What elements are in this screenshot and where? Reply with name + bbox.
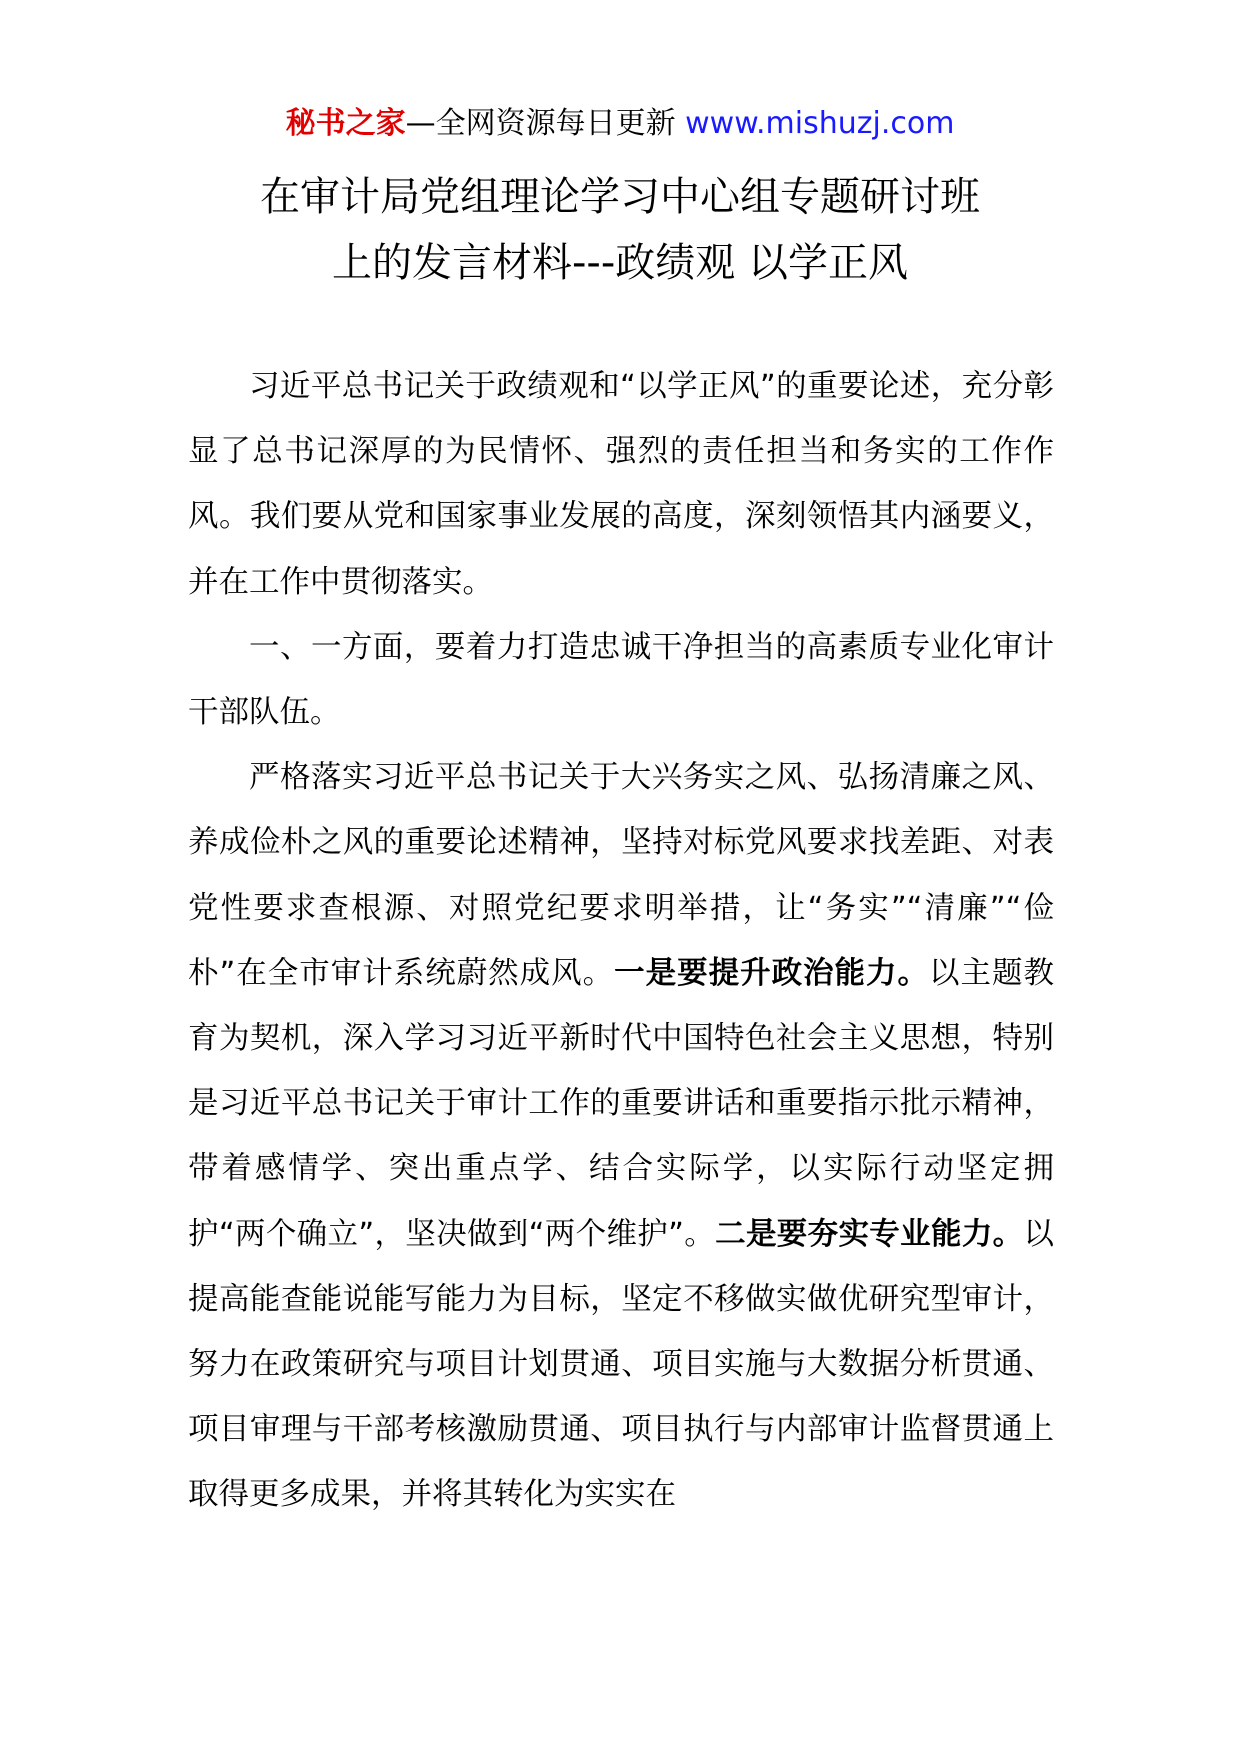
section-1-text-2: 以主题教育为契机，深入学习习近平新时代中国特色社会主义思想，特别是习近平总书记关于审计工作的重要讲话和重要指示批示精神，带着感情学、突出重点学、结合实际学，以实际行动坚定拥护“两个确立”，坚决做到“两个维护”。 <box>188 955 1054 1252</box>
section-heading-1: 一、一方面，要着力打造忠诚干净担当的高素质专业化审计干部队伍。 <box>188 629 1054 731</box>
intro-paragraph: 习近平总书记关于政绩观和“以学正风”的重要论述，充分彰显了总书记深厚的为民情怀、强烈的责任担当和务实的工作作风。我们要从党和国家事业发展的高度，深刻领悟其内涵要义，并在工作中贯彻落实。 <box>188 369 1054 600</box>
title-line-2: 上的发言材料---政绩观 以学正风 <box>331 240 908 286</box>
point-1-heading: 一是要提升政治能力。 <box>614 955 930 991</box>
header-tagline: —全网资源每日更新 <box>405 106 686 141</box>
section-1-text-3: 以提高能查能说能写能力为目标，坚定不移做实做优研究型审计，努力在政策研究与项目计划贯通、项目实施与大数据分析贯通、项目审理与干部考核激励贯通、项目执行与内部审计监督贯通上取得更多成果，并将其转化为实实在 <box>188 1216 1054 1513</box>
title-line-1: 在审计局党组理论学习中心组专题研讨班 <box>260 174 980 220</box>
brand-name: 秘书之家 <box>285 106 406 141</box>
section-1-text-1: 严格落实习近平总书记关于大兴务实之风、弘扬清廉之风、养成俭朴之风的重要论述精神，坚持对标党风要求找差距、对表党性要求查根源、对照党纪要求明举措，让“务实”“清廉”“俭朴”在全市审计系统蔚然成风。 <box>188 760 1054 991</box>
header-banner <box>0 100 1240 148</box>
document-body <box>188 354 1054 1528</box>
document-title <box>150 164 1090 296</box>
section-1-paragraph <box>188 745 1054 1527</box>
site-url-link[interactable]: www.mishuzj.com <box>685 106 955 141</box>
point-2-heading: 二是要夯实专业能力。 <box>715 1216 1024 1252</box>
